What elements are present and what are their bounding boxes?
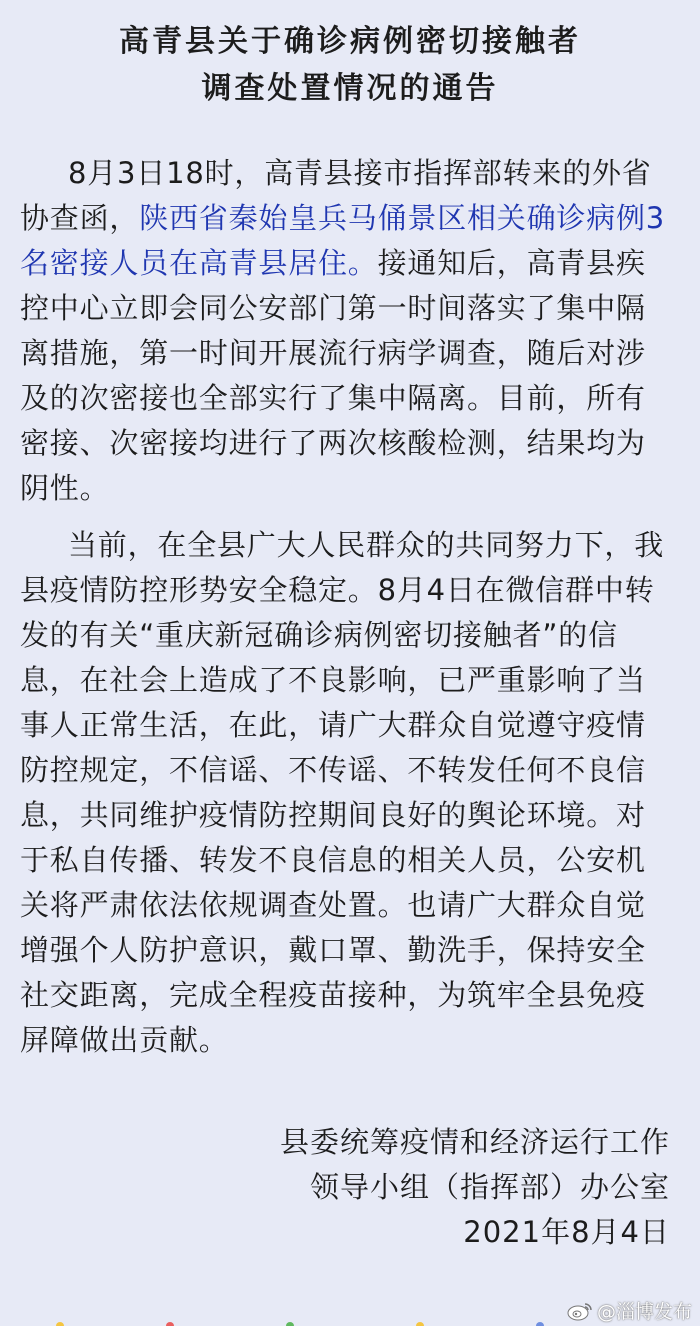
paragraph-line: 屏障做出贡献。 bbox=[20, 1023, 229, 1057]
text-segment: 接通知后，高青县疾 bbox=[377, 246, 646, 280]
text-segment: 及的次密接也全部实行了集中隔离。目前，所有 bbox=[20, 381, 646, 415]
weibo-icon bbox=[567, 1301, 593, 1321]
paragraph-line bbox=[20, 421, 680, 466]
paragraph-line: 增强个人防护意识，戴口罩、勤洗手，保持安全 bbox=[20, 933, 646, 967]
paragraph-line: 关将严肃依法依规调查处置。也请广大群众自觉 bbox=[20, 888, 646, 922]
paragraph-line bbox=[20, 241, 680, 286]
paragraph-line: 发的有关“重庆新冠确诊病例密切接触者”的信 bbox=[20, 618, 618, 652]
signature-date: 2021年8月4日 bbox=[463, 1215, 670, 1249]
paragraph-line bbox=[20, 151, 680, 196]
text-segment: 密接、次密接均进行了两次核酸检测，结果均为 bbox=[20, 426, 646, 460]
signature-org-line2: 领导小组（指挥部）办公室 bbox=[309, 1170, 670, 1204]
text-segment: 离措施，第一时间开展流行病学调查，随后对涉 bbox=[20, 336, 646, 370]
paragraph-line: 事人正常生活，在此，请广大群众自觉遵守疫情 bbox=[20, 708, 646, 742]
weibo-watermark bbox=[567, 1297, 692, 1324]
text-segment: 协查函， bbox=[20, 201, 140, 235]
paragraph-appeal bbox=[20, 523, 680, 1063]
paragraph-line bbox=[20, 331, 680, 376]
text-segment: 阴性。 bbox=[20, 471, 110, 505]
paragraph-line bbox=[20, 196, 680, 241]
paragraph-line: 县疫情防控形势安全稳定。8月4日在微信群中转 bbox=[20, 573, 655, 607]
paragraph-line bbox=[20, 286, 680, 331]
notice-title-line2: 调查处置情况的通告 bbox=[201, 71, 499, 106]
paragraph-investigation bbox=[20, 151, 680, 511]
paragraph-line: 于私自传播、转发不良信息的相关人员，公安机 bbox=[20, 843, 646, 877]
signature-org-line1: 县委统筹疫情和经济运行工作 bbox=[279, 1125, 670, 1159]
paragraph-line: 当前，在全县广大人民群众的共同努力下，我 bbox=[68, 528, 665, 562]
paragraph-line: 社交距离，完成全程疫苗接种，为筑牢全县免疫 bbox=[20, 978, 646, 1012]
paragraph-line: 防控规定，不信谣、不传谣、不转发任何不良信 bbox=[20, 753, 646, 787]
paragraph-line bbox=[20, 466, 680, 511]
notice-title-line1: 高青县关于确诊病例密切接触者 bbox=[119, 24, 581, 59]
text-segment: 控中心立即会同公安部门第一时间落实了集中隔 bbox=[20, 291, 646, 325]
paragraph-line bbox=[20, 376, 680, 421]
text-segment: 8月3日18时，高青县接市指挥部转来的外省 bbox=[68, 156, 652, 190]
paragraph-line: 息，共同维护疫情防控期间良好的舆论环境。对 bbox=[20, 798, 646, 832]
paragraph-line: 息，在社会上造成了不良影响，已严重影响了当 bbox=[20, 663, 646, 697]
signature-block bbox=[150, 1120, 670, 1255]
highlighted-text: 名密接人员在高青县居住。 bbox=[20, 246, 378, 280]
watermark-text: @淄博发布 bbox=[596, 1301, 692, 1323]
highlighted-text: 陕西省秦始皇兵马俑景区相关确诊病例3 bbox=[139, 201, 666, 235]
